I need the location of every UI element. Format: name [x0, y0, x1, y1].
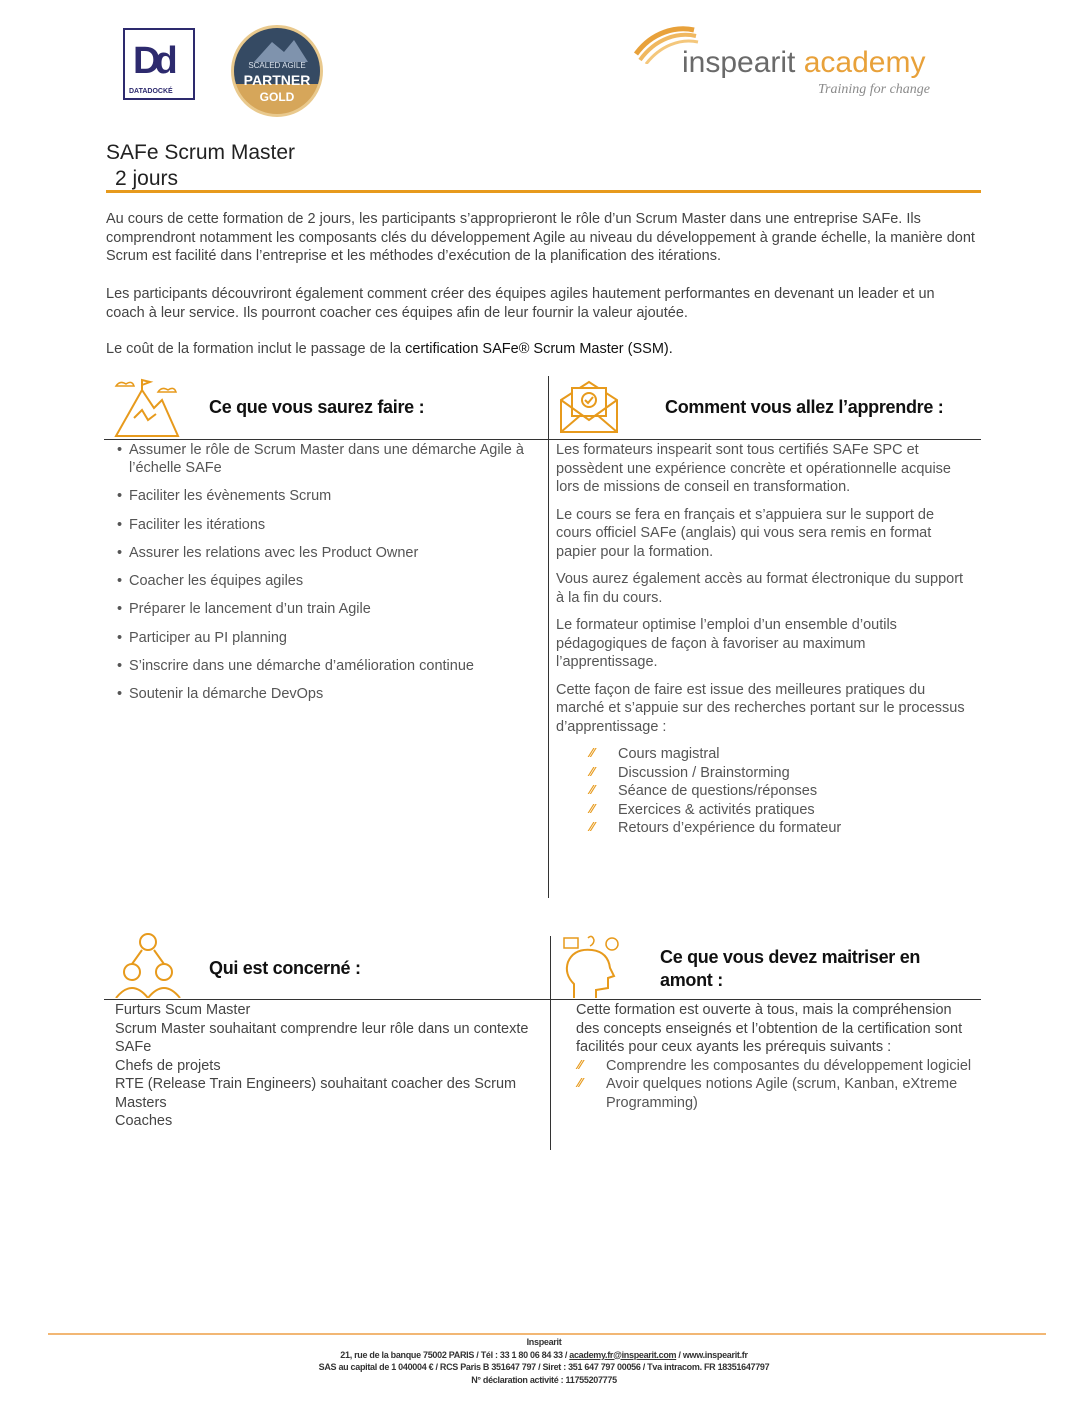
head-ideas-icon: [560, 934, 624, 1000]
audience-title: Qui est concerné :: [209, 958, 361, 978]
list-item: ⁄⁄ Exercices & activités pratiques: [556, 801, 971, 820]
title-line2: 2 jours: [115, 167, 179, 190]
list-item: • S’inscrire dans une démarche d’amélioration continue: [107, 657, 537, 675]
audience-list: [115, 1001, 535, 1131]
footer-email-link[interactable]: academy.fr@inspearit.com: [569, 1349, 677, 1360]
prereq-title: Ce que vous devez maitriser en amont :: [660, 947, 921, 990]
section2-divider: [550, 936, 551, 1150]
list-item: ⁄⁄ Séance de questions/réponses: [556, 782, 971, 801]
intro-paragraph-2: Les participants découvriront également comment créer des équipes agiles hautement performantes en devenant un leader et un coach à leur service. Ils pourront coacher ces équipes afin de leur fournir la valeur ajoutée.: [106, 286, 935, 321]
list-item: ⁄⁄ Discussion / Brainstorming: [556, 764, 971, 783]
section2-rule: [104, 999, 981, 1000]
page-title: [106, 140, 295, 192]
list-item: ⁄⁄ Retours d’expérience du formateur: [556, 819, 971, 838]
list-item: • Participer au PI planning: [107, 629, 537, 647]
title-line1: SAFe Scrum Master: [106, 141, 296, 164]
list-item: ⁄⁄ Comprendre les composantes du développement logiciel: [576, 1057, 974, 1076]
brand-name: inspearit academy: [682, 46, 926, 79]
intro-paragraph-1: Au cours de cette formation de 2 jours, les participants s’approprieront le rôle d’un Scrum Master dans une entreprise SAFe. Ils comprendront notamment les composants clés du développement Agile au niveau du développement à grande échelle, la manière dont Scrum est facilité dans l’entreprise et les méthodes d’exécution de la planification des itérations.: [106, 211, 975, 264]
method-content: [556, 441, 971, 838]
footer-declaration: N° déclaration activité : 11755207775: [471, 1374, 617, 1385]
section1-divider: [548, 376, 549, 898]
method-list: [556, 745, 971, 838]
skills-title: Ce que vous saurez faire :: [209, 397, 425, 417]
badge-line3: GOLD: [259, 90, 295, 104]
intro-paragraph-3: Le coût de la formation inclut le passage de la certification SAFe® Scrum Master (SSM).: [106, 341, 673, 357]
badge-line2: PARTNER: [243, 72, 311, 88]
list-item: ⁄⁄ Cours magistral: [556, 745, 971, 764]
footer-address: 21, rue de la banque 75002 PARIS / Tél : 33 1 80 06 84 33 / academy.fr@inspearit.com / www.inspearit.fr: [340, 1349, 748, 1360]
method-paragraph: Le formateur optimise l’emploi d’un ensemble d’outils pédagogiques de façon à favoriser au maximum l’apprentissage.: [556, 617, 897, 670]
title-rule: [106, 190, 981, 193]
certification-name: certification SAFe® Scrum Master (SSM).: [405, 341, 673, 357]
list-item: • Faciliter les itérations: [107, 516, 537, 534]
skills-list: [107, 441, 537, 714]
section1-rule: [104, 439, 981, 440]
mountain-climb-icon: [112, 376, 182, 440]
list-item: RTE (Release Train Engineers) souhaitant coacher des Scrum Masters: [115, 1076, 517, 1111]
footer-rule: [48, 1333, 1046, 1335]
list-item: • Assumer le rôle de Scrum Master dans une démarche Agile à l’échelle SAFe: [107, 441, 537, 477]
list-item: • Préparer le lancement d’un train Agile: [107, 600, 537, 618]
method-paragraph: Vous aurez également accès au format électronique du support à la fin du cours.: [556, 571, 964, 606]
list-item: • Soutenir la démarche DevOps: [107, 685, 537, 703]
list-item: • Coacher les équipes agiles: [107, 572, 537, 590]
list-item: Furturs Scum Master: [115, 1002, 251, 1018]
footer-legal: SAS au capital de 1 040004 € / RCS Paris B 351647 797 / Siret : 351 647 797 00056 / Tva intracom. FR 18351647797: [318, 1362, 770, 1372]
inspearit-academy-logo: [632, 24, 972, 104]
list-item: • Assurer les relations avec les Product Owner: [107, 544, 537, 562]
footer: [0, 1336, 1088, 1386]
people-network-icon: [110, 930, 184, 998]
datadock-logo: [123, 28, 195, 100]
list-item: ⁄⁄ Avoir quelques notions Agile (scrum, Kanban, eXtreme Programming): [576, 1075, 974, 1112]
method-paragraph: Le cours se fera en français et s’appuiera sur le support de cours officiel SAFe (anglais) qui vous sera remis en format papier pour la formation.: [556, 506, 935, 560]
list-item: Scrum Master souhaitant comprendre leur rôle dans un contexte SAFe: [115, 1020, 529, 1055]
method-title: Comment vous allez l’apprendre :: [665, 397, 944, 417]
prereq-text: Cette formation est ouverte à tous, mais la compréhension des concepts enseignés et l’obtention de la certification sont facilités pour ceux ayants les prérequis suivants :: [576, 1002, 963, 1055]
footer-company: Inspearit: [526, 1337, 562, 1347]
list-item: Chefs de projets: [115, 1057, 221, 1074]
badge-line1: SCALED AGILE: [248, 61, 306, 70]
scaled-agile-partner-badge: [231, 25, 323, 117]
envelope-check-icon: [558, 378, 620, 436]
method-paragraph: Les formateurs inspearit sont tous certifiés SAFe SPC et possèdent une expérience concrète et opérationnelle acquise lors de missions de conseil en transformation.: [556, 442, 951, 495]
prereq-content: [576, 1001, 974, 1112]
brand-tagline: Training for change: [818, 82, 931, 97]
prereq-list: [576, 1057, 974, 1113]
method-paragraph: Cette façon de faire est issue des meilleures pratiques du marché et s’appuie sur des recherches portant sur le processus d’apprentissage :: [556, 681, 965, 735]
list-item: • Faciliter les évènements Scrum: [107, 487, 537, 505]
list-item: Coaches: [115, 1113, 173, 1129]
datadock-letters: Dd: [133, 40, 172, 82]
datadock-caption: DATADOCKÉ: [129, 88, 173, 95]
